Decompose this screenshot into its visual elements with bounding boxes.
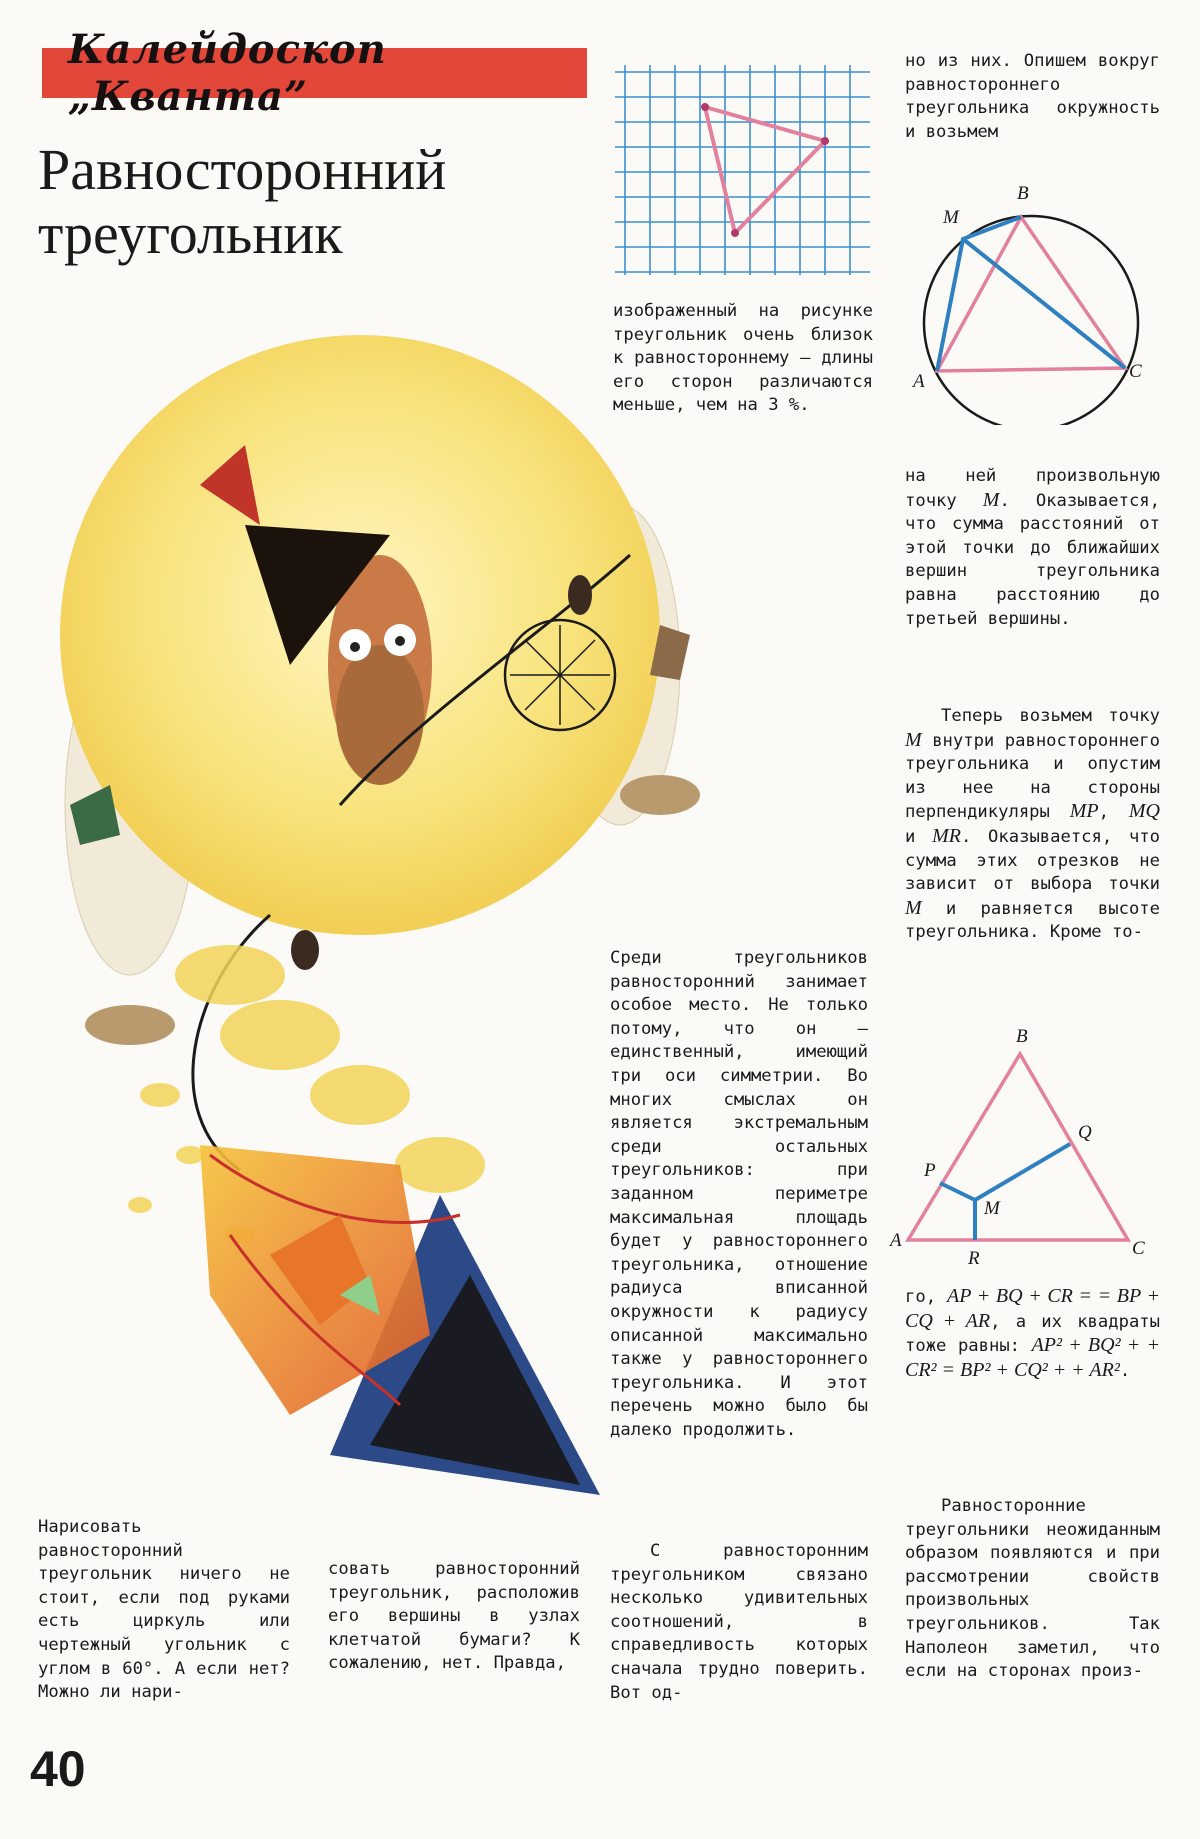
formula-sum: AP + BQ + CR = = BP + CQ + AR xyxy=(905,1285,1160,1332)
bearded-man-figure xyxy=(60,335,700,1045)
label-m: M xyxy=(943,207,959,228)
label-b: B xyxy=(1017,183,1029,204)
grid-lines xyxy=(615,65,870,275)
right-top-paragraph: но из них. Опишем вокруг равностороннего треугольника окружность и возьмем xyxy=(905,51,1160,142)
label-c2: C xyxy=(1132,1238,1145,1259)
right-bottom-paragraph: Равносторонние треугольники неожиданным образом появляются и при рассмотрении свойств произвольных треугольников. Так Наполеон заметил, что если на сторонах произ- xyxy=(905,1496,1160,1682)
bottom-left-paragraph: Нарисовать равносторонний треугольник ничего не стоит, если под руками есть циркуль или чертежный угольник с углом в 60°. А если нет? Можно ли нари- xyxy=(38,1517,290,1703)
equilateral-triangle-2 xyxy=(908,1054,1128,1240)
page-number: 40 xyxy=(30,1741,86,1797)
label-q: Q xyxy=(1078,1122,1092,1143)
label-b2: B xyxy=(1016,1026,1028,1047)
right-mid-paragraph: Теперь возьмем точку M внутри равностороннего треугольника и опустим из нее на стороны перпендикуляры MP, MQ и MR. Оказывается, что сумма этих отрезков не зависит от выбора точки M и равняется высоте треугольника. Кроме то- xyxy=(905,706,1160,943)
right-formula-paragraph: го, AP + BQ + CR = = BP + CQ + AR, а их квадраты тоже равны: AP² + BQ² + + CR² = BP² + CQ² + + AR². xyxy=(905,1285,1160,1381)
mid-main-paragraph: Среди треугольников равносторонний занимает особое место. Не только потому, что он — единственный, имеющий три оси симметрии. Во многих смыслах он является экстремальным среди остальных треугольников: при заданном периметре максимальная площадь будет у равностороннего треугольника, отношение радиуса вписанной окружности к радиусу описанной максимально также у равностороннего треугольника. И этот перечень можно было бы далеко продолжить. xyxy=(610,948,868,1440)
section-banner xyxy=(42,26,587,120)
label-r: R xyxy=(968,1248,980,1269)
label-a: A xyxy=(913,371,925,392)
banner-text: Калейдоскоп „Кванта” xyxy=(68,26,387,120)
grid-triangle-figure xyxy=(615,60,875,280)
label-m2: M xyxy=(984,1198,1000,1219)
bottom-mid-paragraph: совать равносторонний треугольник, расположив его вершины в узлах клетчатой бумаги? К сожалению, нет. Правда, xyxy=(328,1559,580,1674)
near-equilateral-triangle xyxy=(705,107,825,233)
circumscribed-circle-figure xyxy=(895,175,1155,425)
perpendicular-segments xyxy=(940,1144,1070,1240)
label-c: C xyxy=(1129,361,1142,382)
right-circle-paragraph: на ней произвольную точку M. Оказывается, что сумма расстояний от этой точки до ближайших вершин треугольника равна расстоянию до третьей вершины. xyxy=(905,466,1160,629)
perpendiculars-figure xyxy=(880,1020,1160,1270)
kite xyxy=(200,1145,600,1495)
mid-bottom-paragraph: С равносторонним треугольником связано несколько удивительных соотношений, в справедливость которых сначала трудно поверить. Вот од- xyxy=(610,1541,868,1703)
label-p: P xyxy=(924,1160,936,1181)
page-title: Равносторонний треугольник xyxy=(38,137,447,266)
label-a2: A xyxy=(890,1230,902,1251)
grid-caption: изображенный на рисунке треугольник очень близок к равностороннему — длины его сторон различаются меньше, чем на 3 %. xyxy=(613,301,873,416)
illustration xyxy=(40,335,700,1495)
formula-squares: AP² + BQ² + + CR² = BP² + CQ² + + AR² xyxy=(905,1334,1160,1381)
